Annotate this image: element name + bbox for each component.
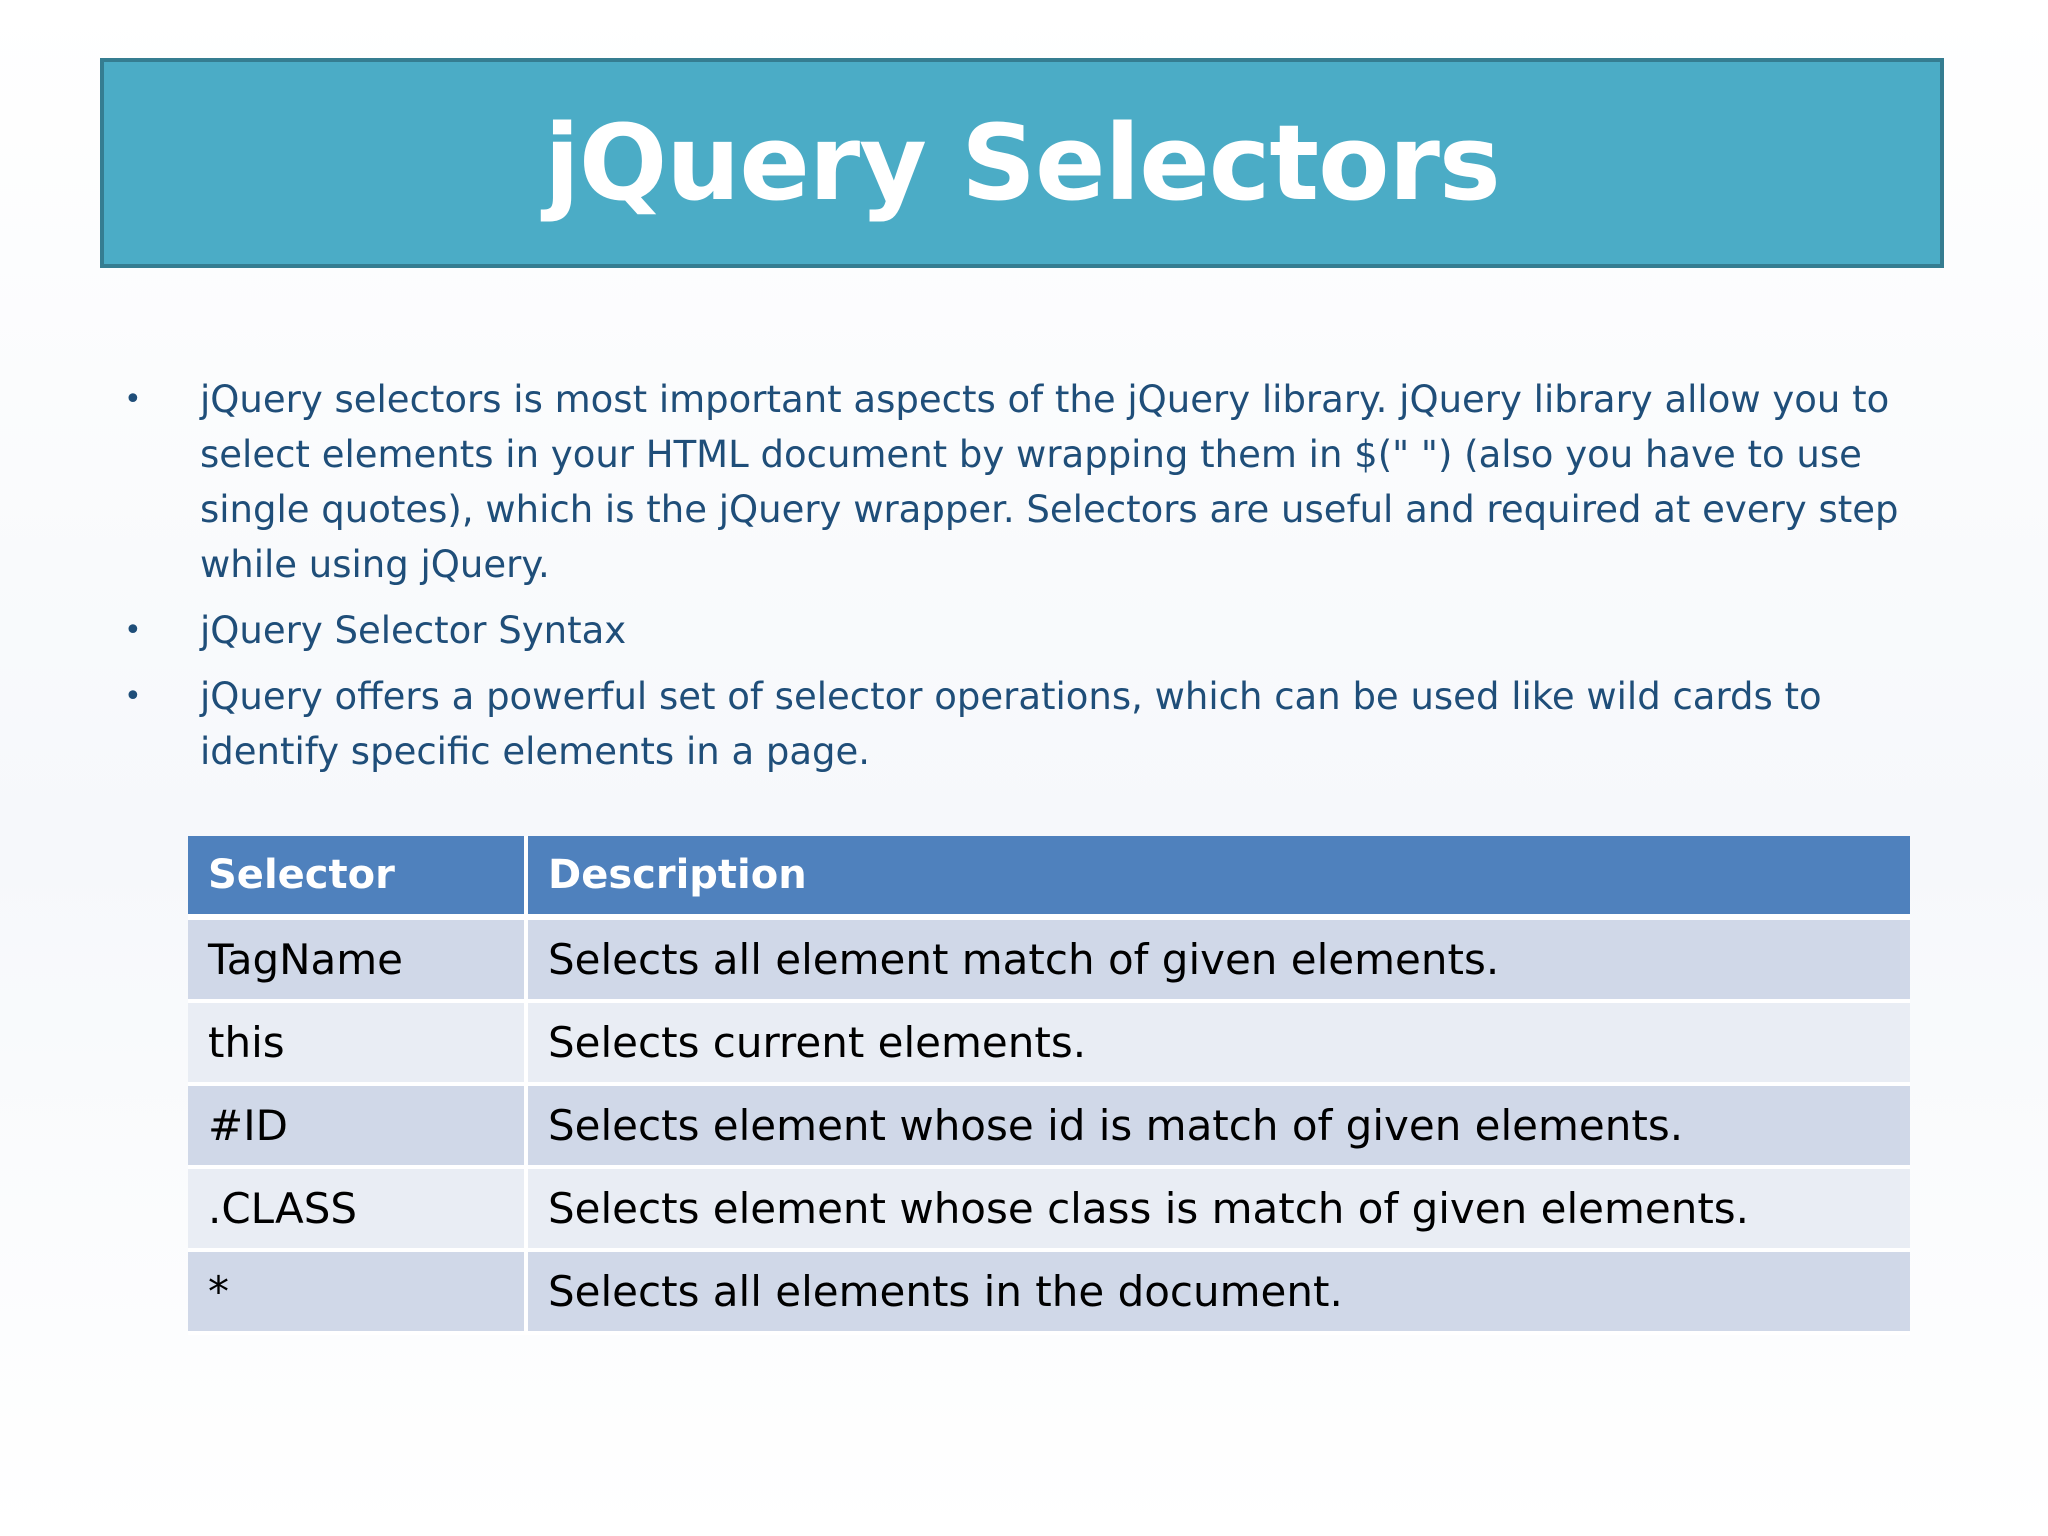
selector-table-container (188, 836, 1910, 1335)
selector-cell: TagName (188, 920, 528, 1003)
description-cell: Selects current elements. (528, 1003, 1910, 1086)
bullet-list (118, 372, 1908, 790)
title-banner (100, 58, 1944, 268)
bullet-text: jQuery selectors is most important aspects of the jQuery library. jQuery library allow you to select elements in your HTML document by wrapping them in $(" ") (also you have to use single quotes), which is the jQuery wrapper. Selectors are useful and required at every step while using jQuery. (200, 378, 1899, 586)
description-cell: Selects all elements in the document. (528, 1252, 1910, 1335)
selector-cell: .CLASS (188, 1169, 528, 1252)
bullet-text: jQuery Selector Syntax (200, 609, 627, 652)
description-cell: Selects element whose id is match of given elements. (528, 1086, 1910, 1169)
slide-title: jQuery Selectors (544, 102, 1500, 224)
bullet-item (118, 372, 1908, 592)
bullet-text: jQuery offers a powerful set of selector operations, which can be used like wild cards to identify specific elements in a page. (200, 675, 1822, 773)
bullet-icon: • (124, 679, 142, 714)
table-row (188, 1003, 1910, 1086)
bullet-item (118, 603, 1908, 658)
table-header-row (188, 836, 1910, 920)
selector-cell: this (188, 1003, 528, 1086)
column-header-description: Description (528, 836, 1910, 920)
selector-cell: * (188, 1252, 528, 1335)
description-cell: Selects all element match of given elements. (528, 920, 1910, 1003)
selector-cell: #ID (188, 1086, 528, 1169)
table-row (188, 1252, 1910, 1335)
description-cell: Selects element whose class is match of given elements. (528, 1169, 1910, 1252)
table-row (188, 1086, 1910, 1169)
bullet-item (118, 669, 1908, 779)
table-row (188, 920, 1910, 1003)
column-header-selector: Selector (188, 836, 528, 920)
bullet-icon: • (124, 613, 142, 648)
selector-table (188, 836, 1910, 1335)
bullet-icon: • (124, 382, 142, 417)
table-row (188, 1169, 1910, 1252)
